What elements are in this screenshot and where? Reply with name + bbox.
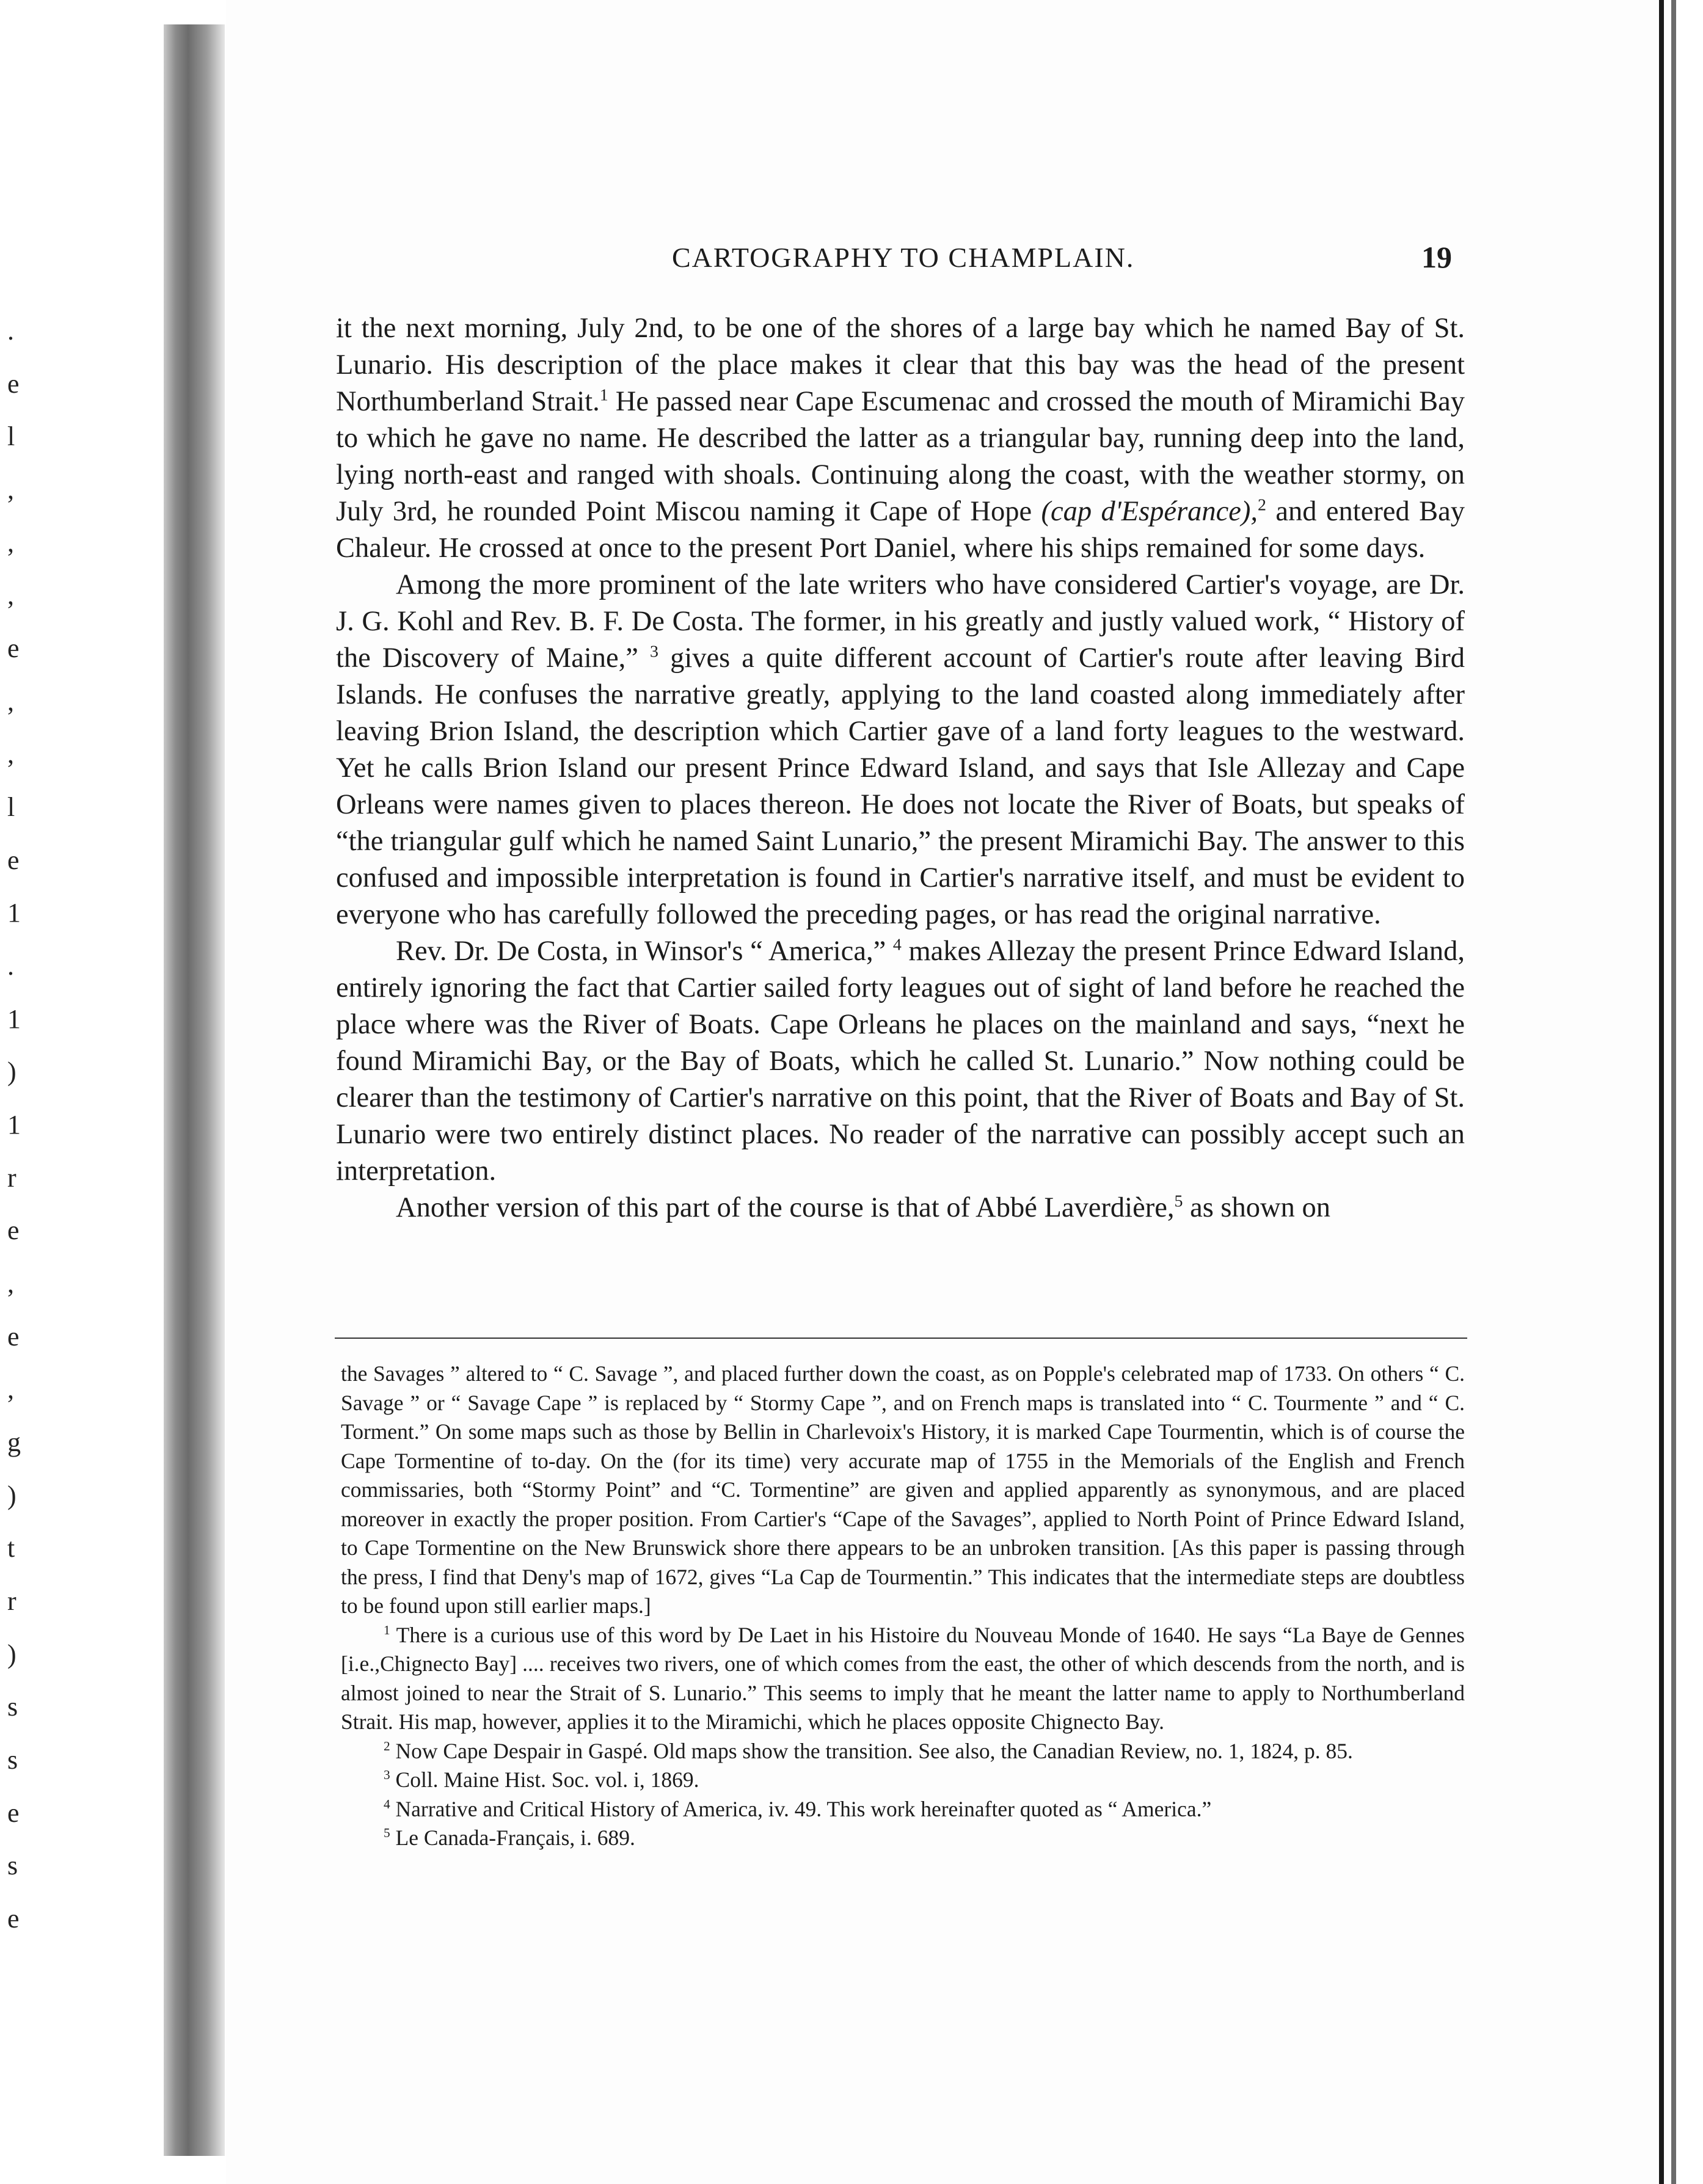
paragraph-3: Rev. Dr. De Costa, in Winsor's “ America,” $^4$ makes Allezay the present Prince Edward Island, entirely ignoring the fact that Cartier sailed forty leagues out of sight of land before he reached the place where was the River of Boats. Cape Orleans he places on the mainland and says, “next he found Miramichi Bay, or the Bay of Boats, which he called St. Lunario.” Now nothing could be clearer than the testimony of Cartier's narrative on this point, that the River of Boats and Bay of St. Lunario were two entirely distinct places. No reader of the narrative can possibly accept such an interpretation.: [336, 935, 1465, 1187]
facing-page-fragment: .: [7, 316, 14, 346]
facing-page-fragment: .: [7, 951, 14, 981]
page-edge-dark: [1659, 0, 1664, 2184]
facing-page-fragment: s: [7, 1745, 18, 1775]
facing-page-fragment: e: [7, 1215, 20, 1245]
facing-page-fragment: ): [7, 1639, 16, 1669]
footnote-ref-5: 5: [1174, 1192, 1183, 1211]
main-text: [336, 310, 1465, 1226]
facing-page-fragment: ,: [7, 580, 14, 610]
facing-page-fragment: e: [7, 1798, 20, 1828]
facing-page-fragment: 1: [7, 898, 21, 928]
footnote-continuation: the Savages ” altered to “ C. Savage ”, and placed further down the coast, as on Popple's celebrated map of 1733. On others “ C. Savage ” or “ Savage Cape ” is replaced by “ Stormy Cape ”, and on French maps is translated into “ C. Tourmente ” and “ C. Torment.” On some maps such as those by Bellin in Charlevoix's History, it is marked Cape Tourmentin, which is of course the Cape Tormentine of to-day. On the (for its time) very accurate map of 1755 in the Memorials of the English and French commissaries, both “Stormy Point” and “C. Tormentine” are given and applied apparently as synonymous, and are placed moreover in exactly the proper position. From Cartier's “Cape of the Savages”, applied to North Point of Prince Edward Island, to Cape Tormentine on the New Brunswick shore there appears to be an unbroken transition. [As this paper is passing through the press, I find that Deny's map of 1672, gives “La Cap de Tourmentin.” This indicates that the intermediate steps are doubtless to be found upon still earlier maps.]: [341, 1361, 1465, 1618]
facing-page-fragment: e: [7, 633, 20, 663]
paragraph-2: Among the more prominent of the late writers who have considered Cartier's voyage, are Dr. J. G. Kohl and Rev. B. F. De Costa. The former, in his greatly and justly valued work, “ History of the Discovery of Maine,” $^3$ gives a quite different account of Cartier's route after leaving Bird Islands. He confuses the narrative greatly, applying to the land coasted along immediately after leaving Brion Island, the description which Cartier gave of a land forty leagues to the westward. Yet he calls Brion Island our present Prince Edward Island, and says that Isle Allezay and Cape Orleans were names given to places thereon. He does not locate the River of Boats, but speaks of “the triangular gulf which he named Saint Lunario,” the present Miramichi Bay. The answer to this confused and impossible interpretation is found in Cartier's narrative itself, and must be evident to everyone who has carefully followed the preceding pages, or has read the original narrative.: [336, 569, 1465, 930]
page-number: 19: [1421, 240, 1452, 274]
running-title: CARTOGRAPHY TO CHAMPLAIN.: [672, 242, 1135, 273]
facing-page-fragment: g: [7, 1427, 21, 1457]
previous-page-edge: [0, 0, 159, 2184]
facing-page-fragment: l: [7, 421, 15, 451]
facing-page-fragment: 1: [7, 1110, 21, 1140]
footnote-5: $^5$ Le Canada-Français, i. 689.: [384, 1825, 635, 1850]
facing-page-fragment: ,: [7, 1374, 14, 1404]
footnote-4: $^4$ Narrative and Critical History of America, iv. 49. This work hereinafter quoted as “ America.”: [384, 1796, 1212, 1821]
facing-page-fragment: s: [7, 1692, 18, 1722]
facing-page-fragment: t: [7, 1533, 15, 1563]
facing-page-fragment: s: [7, 1851, 18, 1880]
footnote-ref-3: 3: [650, 642, 658, 661]
facing-page-fragment: e: [7, 845, 20, 875]
footnote-ref-2: 2: [1258, 495, 1266, 515]
facing-page-fragment: l: [7, 792, 15, 822]
footnote-2: $^2$ Now Cape Despair in Gaspé. Old maps show the transition. See also, the Canadian Review, no. 1, 1824, p. 85.: [384, 1738, 1353, 1763]
footnote-1: $^1$ There is a curious use of this word by De Laet in his Histoire du Nouveau Monde of 1640. He says “La Baye de Gennes [i.e.,Chignecto Bay] .... receives two rivers, one of which comes from the east, the other of which descends from the north, and is almost joined to near the Strait of S. Lunario.” This seems to imply that he meant the latter name to apply to Northumberland Strait. His map, however, applies it to the Miramichi, which he places opposite Chignecto Bay.: [341, 1622, 1465, 1734]
paragraph-1: it the next morning, July 2nd, to be one of the shores of a large bay which he named Bay of St. Lunario. His description of the place makes it clear that this bay was the head of the present Northumberland Strait.$^1$ He passed near Cape Escumenac and crossed the mouth of Miramichi Bay to which he gave no name. He described the latter as a triangular bay, running deep into the land, lying north-east and ranged with shoals. Continuing along the coast, with the weather stormy, on July 3rd, he rounded Point Miscou naming it Cape of Hope (cap d'Espérance),$^2$ and entered Bay Chaleur. He crossed at once to the present Port Daniel, where his ships remained for some days.: [336, 313, 1465, 564]
page-edge-shadow: [1671, 0, 1676, 2184]
facing-page-fragment: e: [7, 369, 20, 399]
facing-page-fragment: e: [7, 1904, 20, 1934]
facing-page-fragment: ,: [7, 475, 14, 504]
footnote-divider: [335, 1338, 1467, 1339]
paragraph-4: Another version of this part of the course is that of Abbé Laverdière,$^5$ as shown on: [396, 1192, 1330, 1223]
facing-page-fragment: r: [7, 1163, 16, 1193]
facing-page-fragment: r: [7, 1586, 16, 1616]
footnotes: [341, 1360, 1465, 1853]
facing-page-fragment: ,: [7, 528, 14, 558]
facing-page-fragment: ,: [7, 739, 14, 769]
facing-page-fragment: e: [7, 1322, 20, 1352]
facing-page-fragment: ): [7, 1480, 16, 1510]
footnote-ref-4: 4: [892, 935, 902, 955]
facing-page-fragment: 1: [7, 1004, 21, 1034]
facing-page-fragment: ): [7, 1057, 16, 1087]
book-gutter-shadow: [164, 24, 225, 2156]
facing-page-fragment: ,: [7, 686, 14, 716]
footnote-ref-1: 1: [599, 385, 608, 405]
footnote-3: $^3$ Coll. Maine Hist. Soc. vol. i, 1869.: [384, 1767, 699, 1792]
facing-page-fragment: ,: [7, 1269, 14, 1298]
